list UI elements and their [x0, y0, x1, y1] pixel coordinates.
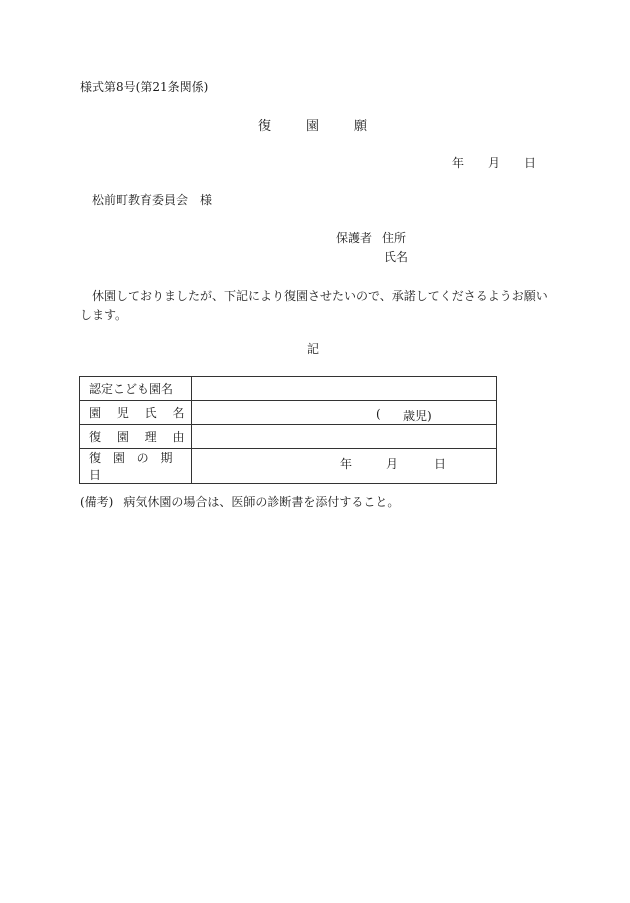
request-body-text: 休園しておりましたが、下記により復園させたいので、承諾してくださるようお願いします。	[80, 289, 548, 322]
form-number: 様式第8号(第21条関係)	[80, 80, 209, 94]
detail-table	[79, 376, 497, 484]
table-row-facility	[80, 377, 497, 401]
guardian-address-line	[336, 232, 406, 244]
addressee-name: 松前町教育委員会	[92, 193, 189, 207]
return-day-label: 日	[434, 457, 447, 471]
title-char-1: 復	[258, 119, 272, 134]
title-char-2: 園	[306, 119, 320, 134]
guardian-address-label: 住所	[382, 231, 407, 245]
age-suffix: 歳児)	[403, 409, 432, 423]
facility-value-cell	[192, 377, 497, 401]
return-date-value-cell	[192, 449, 497, 484]
table-row-reason	[80, 425, 497, 449]
facility-label: 認定こども園名	[80, 377, 192, 401]
title-char-3: 願	[354, 119, 368, 134]
child-name-label: 園 児 氏 名	[80, 401, 192, 425]
return-year-label: 年	[340, 457, 353, 471]
remarks-label: (備考)	[80, 495, 114, 509]
remarks-text: 病気休園の場合は、医師の診断書を添付すること。	[123, 495, 400, 509]
age-paren-open: (	[376, 407, 381, 421]
reason-value-cell	[192, 425, 497, 449]
table-row-date	[80, 449, 497, 484]
return-month-label: 月	[386, 457, 399, 471]
date-day-label: 日	[524, 156, 537, 170]
remarks	[80, 496, 399, 508]
reason-label: 復 園 理 由	[80, 425, 192, 449]
addressee-honorific: 様	[200, 193, 213, 207]
guardian-label: 保護者	[336, 231, 373, 245]
document-title	[258, 120, 367, 133]
submission-date	[452, 157, 536, 169]
table-row-child-name	[80, 401, 497, 425]
child-name-value-cell	[192, 401, 497, 425]
guardian-name-label: 氏名	[384, 250, 409, 264]
ki-heading: 記	[307, 342, 320, 356]
date-year-label: 年	[452, 156, 465, 170]
return-date-label: 復 園 の 期 日	[80, 449, 192, 484]
addressee	[92, 194, 212, 206]
date-month-label: 月	[488, 156, 501, 170]
